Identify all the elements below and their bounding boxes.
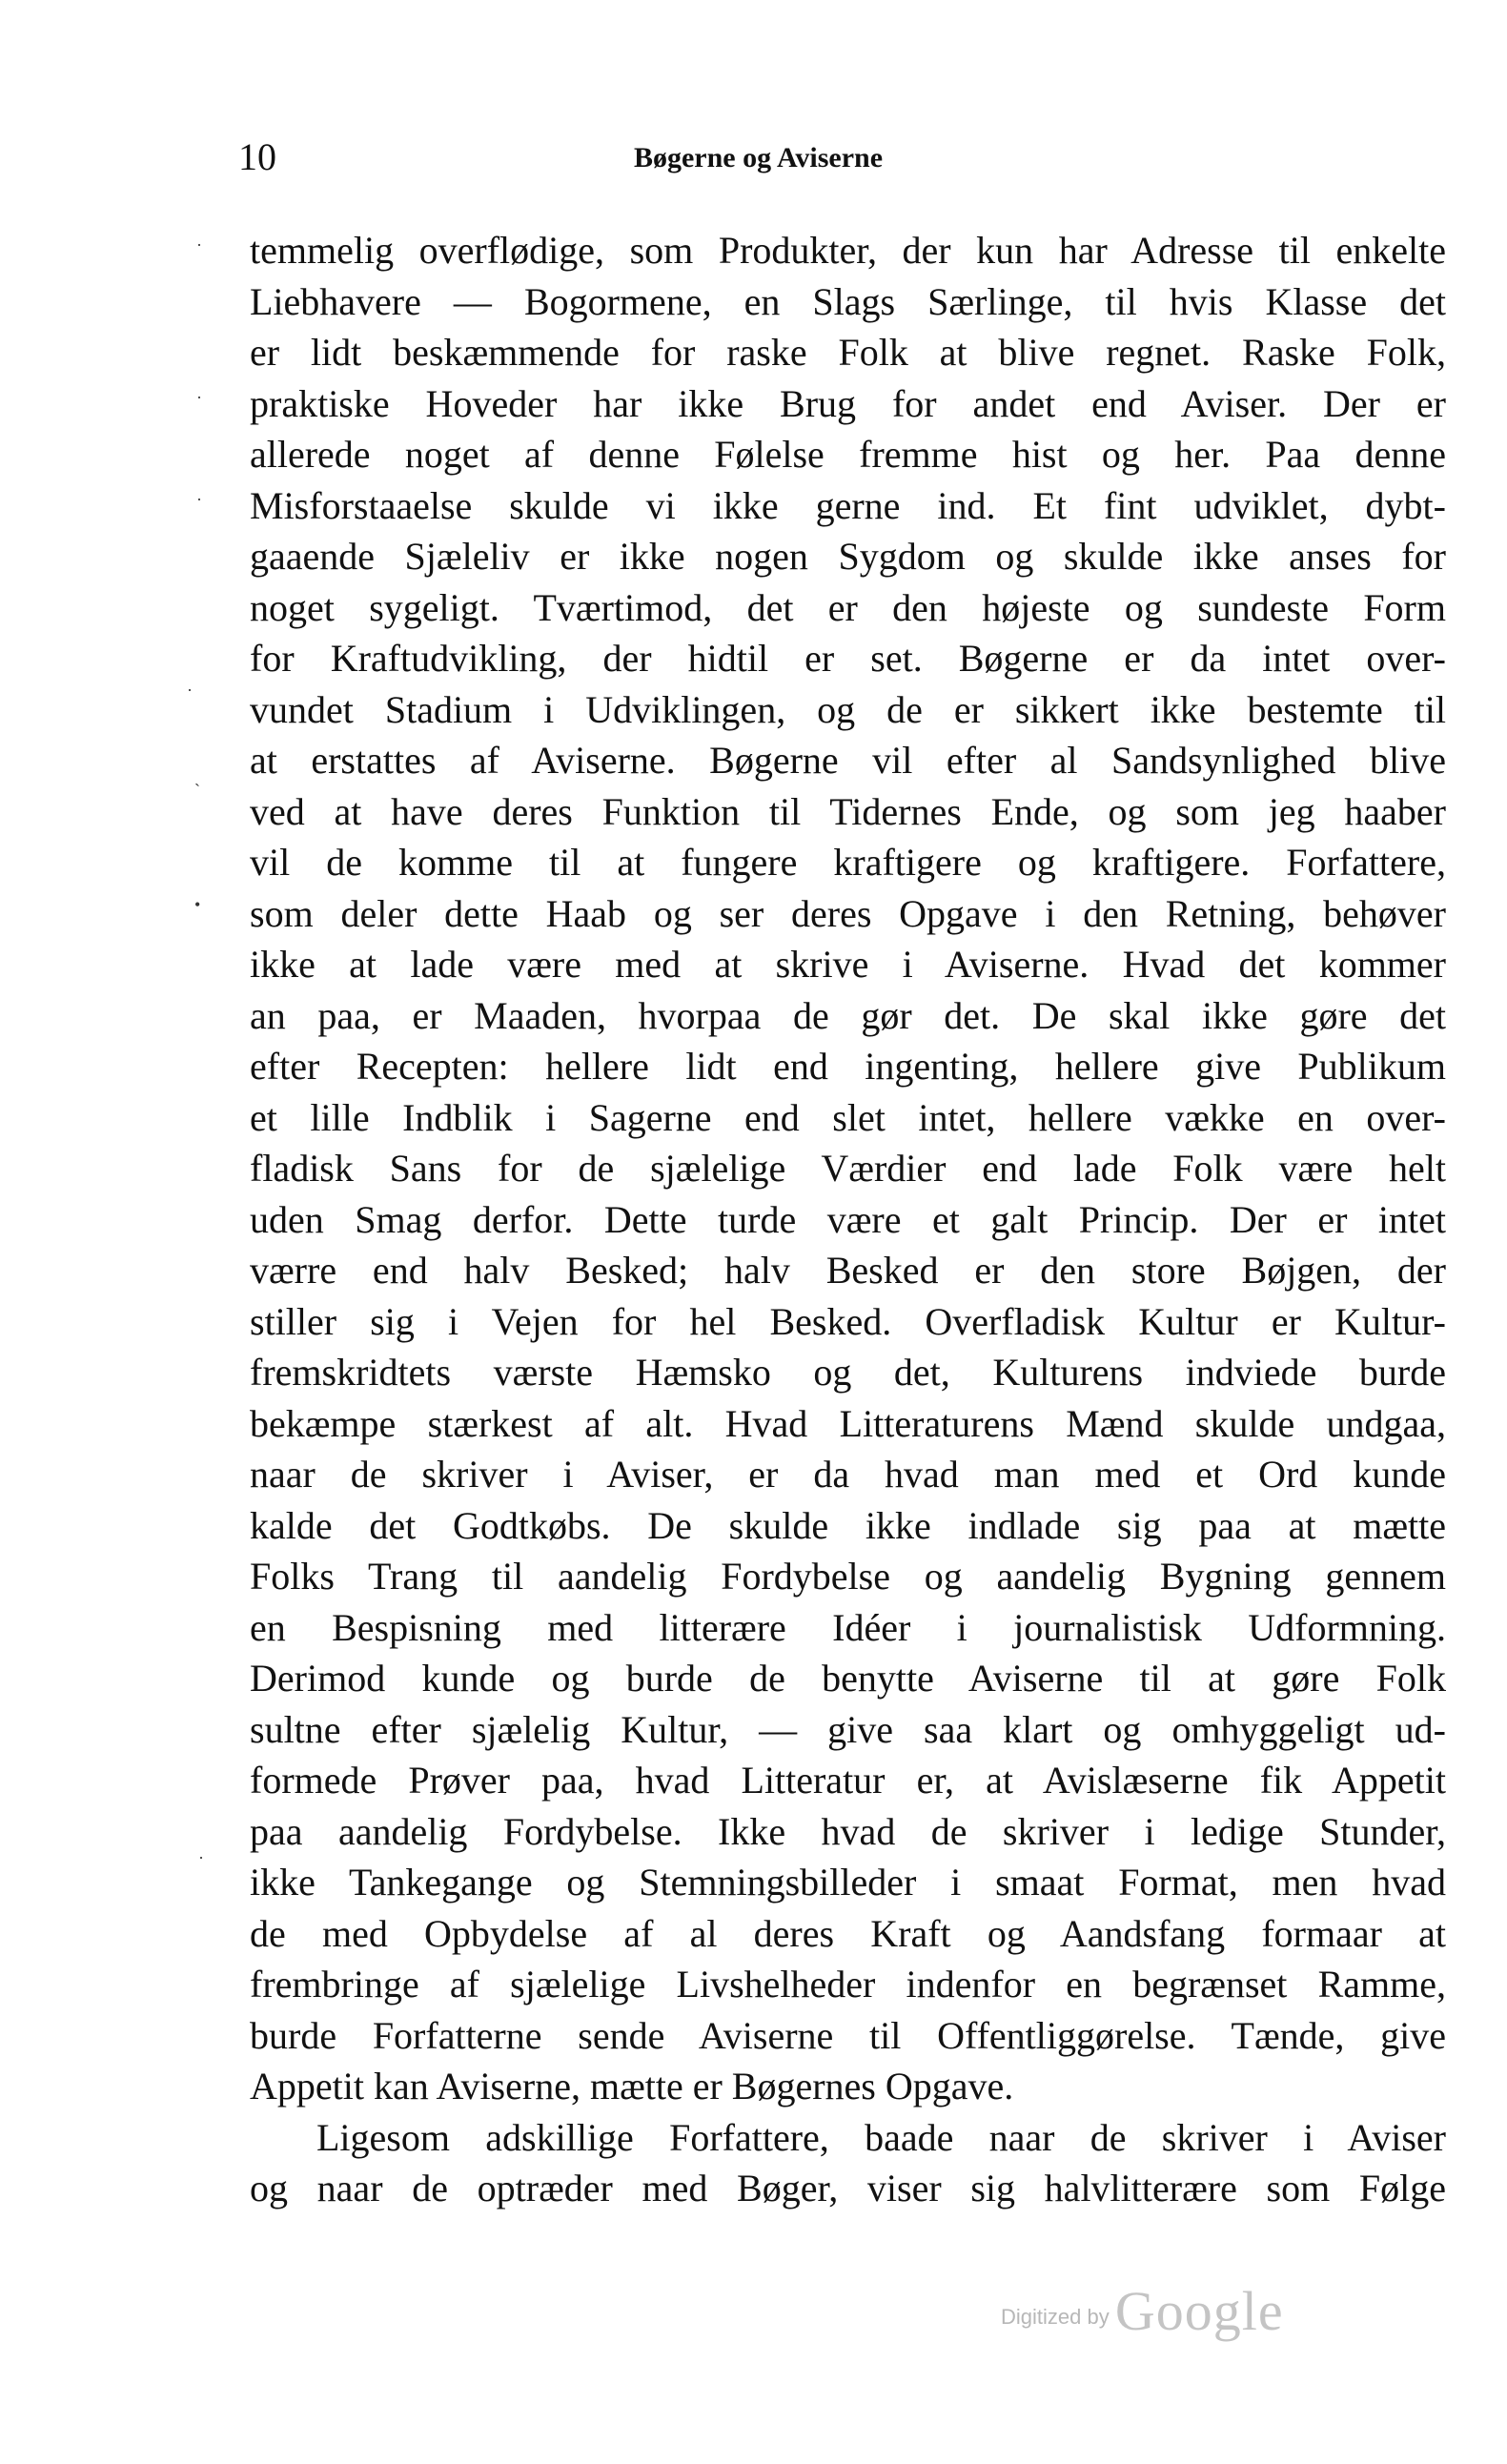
text-line: uden Smag derfor. Dette turde være et galt Princip. Der er intet <box>250 1197 1446 1241</box>
text-line: som deler dette Haab og ser deres Opgave i den Retning, behøver <box>250 891 1446 935</box>
text-line: efter Recepten: hellere lidt end ingenting, hellere give Publikum <box>250 1045 1446 1088</box>
text-line: bekæmpe stærkest af alt. Hvad Litteraturens Mænd skulde undgaa, <box>250 1401 1446 1445</box>
margin-speck: · <box>187 681 193 700</box>
paragraph-1 <box>250 225 1446 2112</box>
text-line: vil de komme til at fungere kraftigere og kraftigere. Forfattere, <box>250 841 1446 884</box>
text-line: temmelig overflødige, som Produkter, der kun har Adresse til enkelte <box>250 229 1446 272</box>
margin-speck: · <box>198 1848 204 1867</box>
text-line: sultne efter sjælelig Kultur, — give saa klart og omhyggeligt ud- <box>250 1707 1446 1751</box>
text-line: og naar de optræder med Bøger, viser sig halvlitterære som Følge <box>250 2167 1446 2209</box>
text-line: gaaende Sjæleliv er ikke nogen Sygdom og skulde ikke anses for <box>250 535 1446 578</box>
digitized-by-google-watermark <box>1001 2280 1284 2346</box>
margin-speck: ˋ <box>194 781 200 800</box>
text-line: Misforstaaelse skulde vi ikke gerne ind. Et fint udviklet, dybt- <box>250 483 1446 527</box>
text-line: ikke Tankegange og Stemningsbilleder i smaat Format, men hvad <box>250 1861 1446 1904</box>
text-line: stiller sig i Vejen for hel Besked. Overfladisk Kultur er Kultur- <box>250 1299 1446 1343</box>
text-line: formede Prøver paa, hvad Litteratur er, at Avislæserne fik Appetit <box>250 1759 1446 1802</box>
paragraph-2 <box>250 2112 1446 2214</box>
text-line: er lidt beskæmmende for raske Folk at blive regnet. Raske Folk, <box>250 331 1446 374</box>
page-number: 10 <box>238 135 276 178</box>
text-line: naar de skriver i Aviser, er da hvad man med et Ord kunde <box>250 1453 1446 1496</box>
text-line: at erstattes af Aviserne. Bøgerne vil efter al Sandsynlighed blive <box>250 739 1446 782</box>
text-line: for Kraftudvikling, der hidtil er set. Bøgerne er da intet over- <box>250 637 1446 680</box>
text-line: en Bespisning med litterære Idéer i journalistisk Udformning. <box>250 1605 1446 1649</box>
text-line: paa aandelig Fordybelse. Ikke hvad de skriver i ledige Stunder, <box>250 1809 1446 1853</box>
margin-speck: • <box>194 895 201 914</box>
margin-speck: · <box>196 490 202 509</box>
text-line: Derimod kunde og burde de benytte Aviserne til at gøre Folk <box>250 1657 1446 1700</box>
text-line: værre end halv Besked; halv Besked er den store Bøjgen, der <box>250 1249 1446 1292</box>
text-line: vundet Stadium i Udviklingen, og de er sikkert ikke bestemte til <box>250 687 1446 731</box>
text-line: Appetit kan Aviserne, mætte er Bøgernes Opgave. <box>250 2065 1014 2108</box>
running-title: Bøgerne og Aviserne <box>633 142 884 173</box>
digitized-by-label: Digitized by <box>1001 2305 1110 2329</box>
margin-speck: · <box>196 388 202 407</box>
text-line: noget sygeligt. Tværtimod, det er den højeste og sundeste Form <box>250 585 1446 629</box>
text-line: Ligesom adskillige Forfattere, baade naar de skriver i Aviser <box>316 2115 1446 2159</box>
text-line: burde Forfatterne sende Aviserne til Offentliggørelse. Tænde, give <box>250 2013 1446 2057</box>
text-line: ikke at lade være med at skrive i Aviserne. Hvad det kommer <box>250 943 1446 986</box>
text-line: an paa, er Maaden, hvorpaa de gør det. De skal ikke gøre det <box>250 993 1446 1037</box>
text-line: kalde det Godtkøbs. De skulde ikke indlade sig paa at mætte <box>250 1503 1446 1547</box>
text-line: fladisk Sans for de sjælelige Værdier end lade Folk være helt <box>250 1147 1446 1190</box>
google-logo: Google <box>1114 2280 1284 2342</box>
text-line: praktiske Hoveder har ikke Brug for andet end Aviser. Der er <box>250 381 1446 425</box>
margin-speck: · <box>196 235 202 255</box>
text-line: frembringe af sjælelige Livshelheder indenfor en begrænset Ramme, <box>250 1963 1446 2006</box>
text-line: allerede noget af denne Følelse fremme hist og her. Paa denne <box>250 433 1446 476</box>
text-line: fremskridtets værste Hæmsko og det, Kulturens indviede burde <box>250 1351 1446 1394</box>
text-line: Folks Trang til aandelig Fordybelse og aandelig Bygning gennem <box>250 1555 1446 1598</box>
text-line: ved at have deres Funktion til Tidernes Ende, og som jeg haaber <box>250 789 1446 833</box>
text-line: et lille Indblik i Sagerne end slet intet, hellere vække en over- <box>250 1095 1446 1139</box>
text-line: de med Opbydelse af al deres Kraft og Aandsfang formaar at <box>250 1911 1446 1955</box>
text-line: Liebhavere — Bogormene, en Slags Særlinge, til hvis Klasse det <box>250 279 1446 323</box>
body-text <box>250 225 1446 2214</box>
